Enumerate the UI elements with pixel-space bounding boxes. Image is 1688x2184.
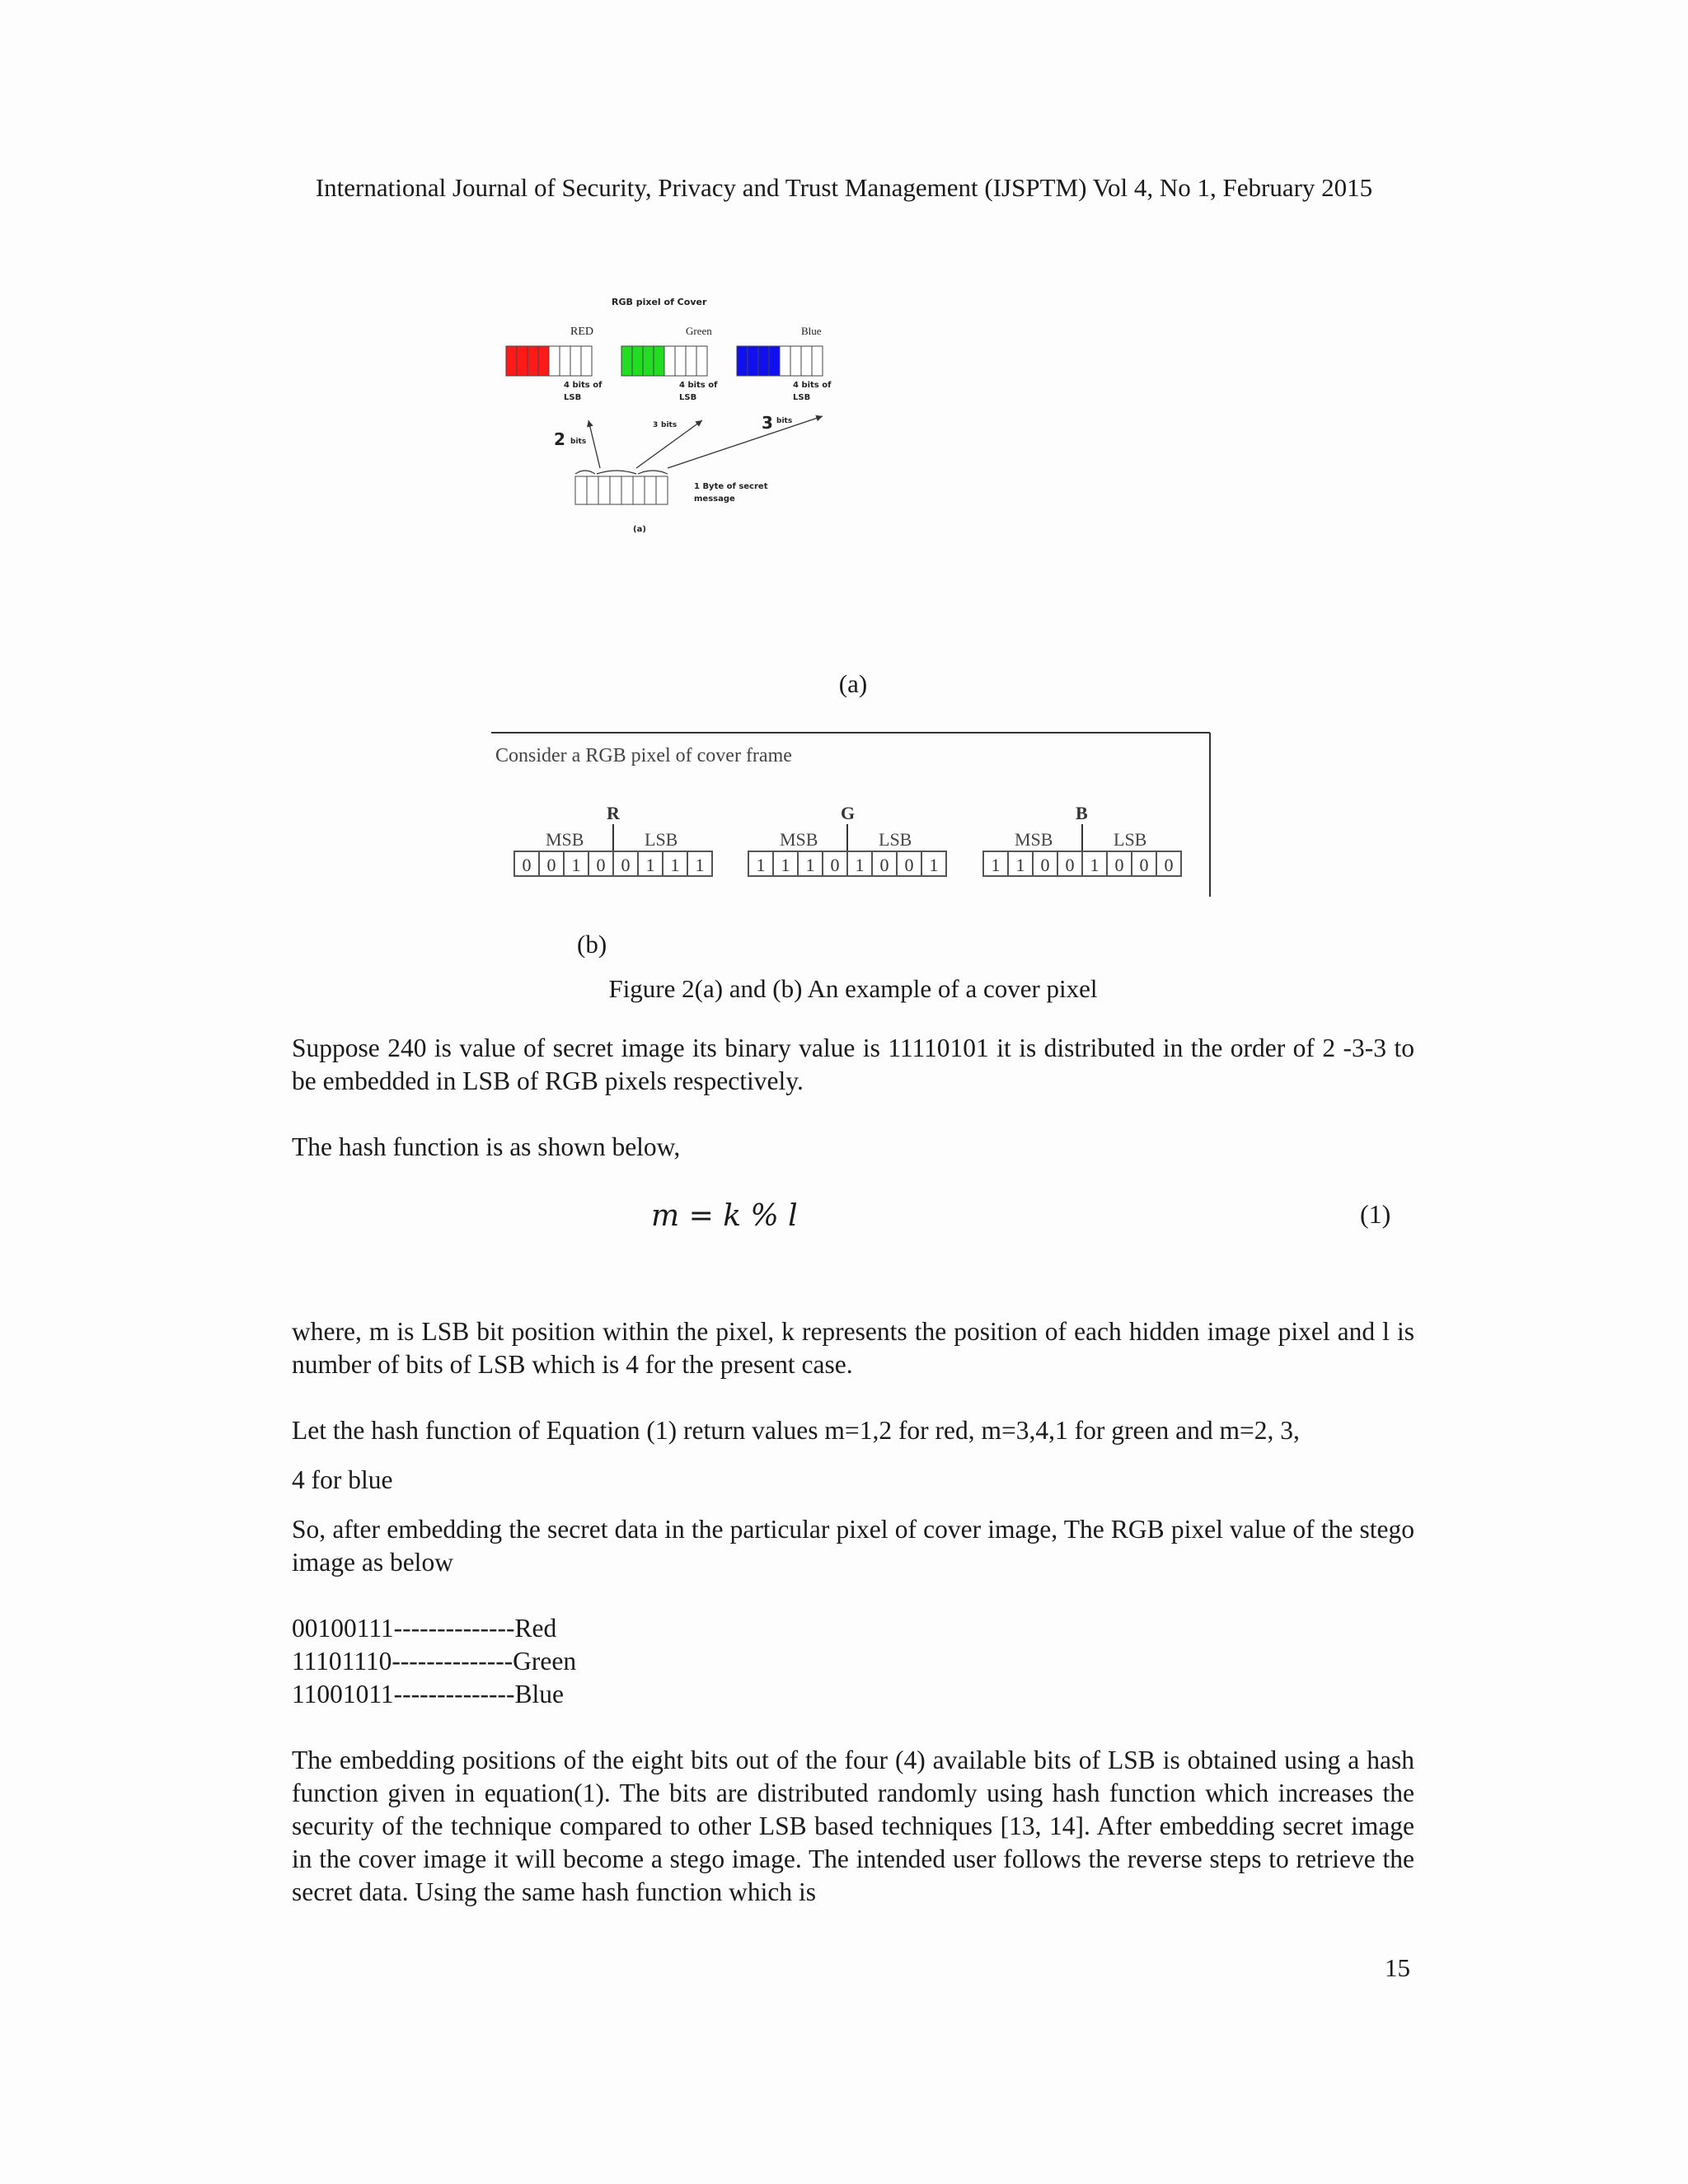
secret-bit-cell [575, 476, 587, 504]
paragraph-1: Suppose 240 is value of secret image its binary value is 11110101 it is distributed in the order of 2 -3-3 to be embedded in LSB of RGB pixels respectively. [292, 1033, 1414, 1095]
figure-a [495, 288, 857, 552]
channel-bit-cell [780, 346, 790, 376]
stego-line-blue: 11001011--------------Blue [292, 1680, 565, 1708]
channel-bit-cell [560, 346, 570, 376]
bit-value: 0 [522, 855, 532, 875]
bit-value: 1 [571, 855, 581, 875]
secret-bit-cell [610, 476, 621, 504]
channel-bit-cell [758, 346, 769, 376]
msb-label: MSB [546, 829, 584, 850]
channel-bit-cell [570, 346, 581, 376]
paragraph-4: Let the hash function of Equation (1) return values m=1,2 for red, m=3,4,1 for green and m=2, 3, [292, 1416, 1300, 1445]
channel-bit-cell [769, 346, 780, 376]
channel-label-green: Green [686, 325, 712, 337]
channel-bit-cell [696, 346, 707, 376]
channel-bit-cell [632, 346, 643, 376]
channel-bit-cell [538, 346, 549, 376]
arrow-to-blue [668, 416, 823, 468]
lsb-label-red-1: 4 bits of [564, 381, 603, 390]
bit-value: 1 [1015, 855, 1025, 875]
arrow-label-red-unit: bits [570, 438, 587, 446]
stego-line-red: 00100111--------------Red [292, 1614, 557, 1643]
bit-value: 0 [546, 855, 556, 875]
channel-bit-cell [790, 346, 801, 376]
paragraph-4-continued: 4 for blue [292, 1465, 393, 1494]
channel-bit-cell [801, 346, 812, 376]
channel-label-red: RED [570, 326, 593, 338]
journal-header: International Journal of Security, Privacy and Trust Management (IJSPTM) Vol 4, No 1, February 2015 [315, 173, 1373, 202]
lsb-label: LSB [1114, 829, 1147, 850]
secret-bit-cell [656, 476, 668, 504]
bit-value: 0 [1065, 855, 1075, 875]
channel-bit-cell [664, 346, 675, 376]
channel-bit-cell [737, 346, 748, 376]
secret-label-2: message [694, 494, 735, 504]
channel-group-r [514, 803, 712, 876]
arrow-label-red-num: 2 [554, 429, 565, 449]
figure-a-caption: (a) [838, 669, 868, 698]
channel-bit-cell [528, 346, 538, 376]
bit-value: 1 [1090, 855, 1100, 875]
channel-bit-boxes [506, 346, 823, 376]
secret-bit-cell [621, 476, 633, 504]
channel-bit-cell [675, 346, 686, 376]
bit-value: 0 [830, 855, 840, 875]
stego-values [292, 1612, 576, 1711]
bit-value: 1 [855, 855, 865, 875]
secret-bit-cell [587, 476, 598, 504]
bit-value: 0 [904, 855, 914, 875]
bit-value: 0 [1114, 855, 1124, 875]
secret-label-1: 1 Byte of secret [694, 482, 768, 491]
figure-b-title: Consider a RGB pixel of cover frame [495, 745, 792, 766]
paragraph-6: The embedding positions of the eight bits out of the four (4) available bits of LSB is obtained using a hash function given in equation(1). The bits are distributed randomly using hash function which increases the security of the technique compared to other LSB based techniques [13, 14]. After embedding secret image in the cover image it will become a stego image. The intended user follows the reverse steps to retrieve the secret data. Using the same hash function which is [292, 1746, 1414, 1906]
channel-bit-cell [686, 346, 696, 376]
bit-value: 1 [645, 855, 655, 875]
channel-name: R [607, 803, 620, 823]
secret-bit-cell [645, 476, 656, 504]
lsb-label: LSB [645, 829, 678, 850]
msb-label: MSB [780, 829, 818, 850]
arrow-label-green-unit: bits [661, 421, 678, 429]
bit-value: 1 [781, 855, 790, 875]
page-number: 15 [1385, 1953, 1410, 1982]
channel-bit-cell [621, 346, 632, 376]
figure-a-title: RGB pixel of Cover [612, 297, 707, 307]
paragraph-5: So, after embedding the secret data in the particular pixel of cover image, The RGB pixel value of the stego image as below [292, 1515, 1414, 1577]
equation-number: (1) [1360, 1199, 1391, 1229]
paragraph-3: where, m is LSB bit position within the pixel, k represents the position of each hidden image pixel and l is number of bits of LSB which is 4 for the present case. [292, 1317, 1414, 1379]
bit-value: 0 [596, 855, 606, 875]
msb-label: MSB [1015, 829, 1053, 850]
equation: m = k % l [651, 1199, 798, 1233]
lsb-label-green-2: LSB [679, 393, 697, 402]
bit-value: 1 [695, 855, 705, 875]
bit-value: 1 [991, 855, 1001, 875]
lsb-label-green-1: 4 bits of [679, 381, 718, 390]
secret-byte-brace [575, 471, 668, 474]
figure-caption: Figure 2(a) and (b) An example of a cover pixel [608, 974, 1098, 1003]
arrow-label-blue-unit: bits [776, 417, 793, 425]
figure-b-caption: (b) [577, 930, 607, 958]
channel-bit-cell [517, 346, 528, 376]
figure-b-channel-groups [514, 803, 1181, 876]
channel-bit-cell [549, 346, 560, 376]
channel-bit-cell [581, 346, 592, 376]
bit-value: 1 [805, 855, 815, 875]
lsb-label: LSB [879, 829, 912, 850]
paragraph-2: The hash function is as shown below, [292, 1132, 681, 1161]
arrow-label-green-num: 3 [653, 421, 659, 429]
secret-bit-cell [598, 476, 610, 504]
bit-value: 0 [621, 855, 631, 875]
arrow-label-blue-num: 3 [762, 413, 773, 433]
stego-line-green: 11101110--------------Green [292, 1647, 577, 1675]
secret-bit-cell [633, 476, 645, 504]
bit-value: 0 [1139, 855, 1149, 875]
channel-bit-cell [812, 346, 823, 376]
figure-b-diagram [491, 732, 1212, 897]
channel-bit-cell [654, 346, 664, 376]
channel-label-blue: Blue [801, 325, 822, 337]
channel-name: G [841, 803, 856, 823]
secret-byte-boxes [575, 476, 668, 504]
bit-value: 1 [756, 855, 766, 875]
bit-value: 0 [1164, 855, 1174, 875]
lsb-label-blue-2: LSB [793, 393, 811, 402]
bit-value: 1 [929, 855, 939, 875]
channel-name: B [1076, 803, 1088, 823]
lsb-label-blue-1: 4 bits of [793, 381, 832, 390]
arrow-to-red [588, 420, 600, 468]
lsb-label-red-2: LSB [564, 393, 582, 402]
channel-group-g [748, 803, 946, 876]
bit-value: 0 [1040, 855, 1050, 875]
figure-a-diagram [495, 288, 857, 552]
figure-b [491, 732, 1212, 897]
channel-bit-cell [748, 346, 758, 376]
figure-a-inner-caption: (a) [633, 525, 646, 534]
channel-bit-cell [506, 346, 517, 376]
bit-value: 1 [670, 855, 680, 875]
bit-value: 0 [879, 855, 889, 875]
channel-bit-cell [643, 346, 654, 376]
channel-group-b [983, 803, 1181, 876]
